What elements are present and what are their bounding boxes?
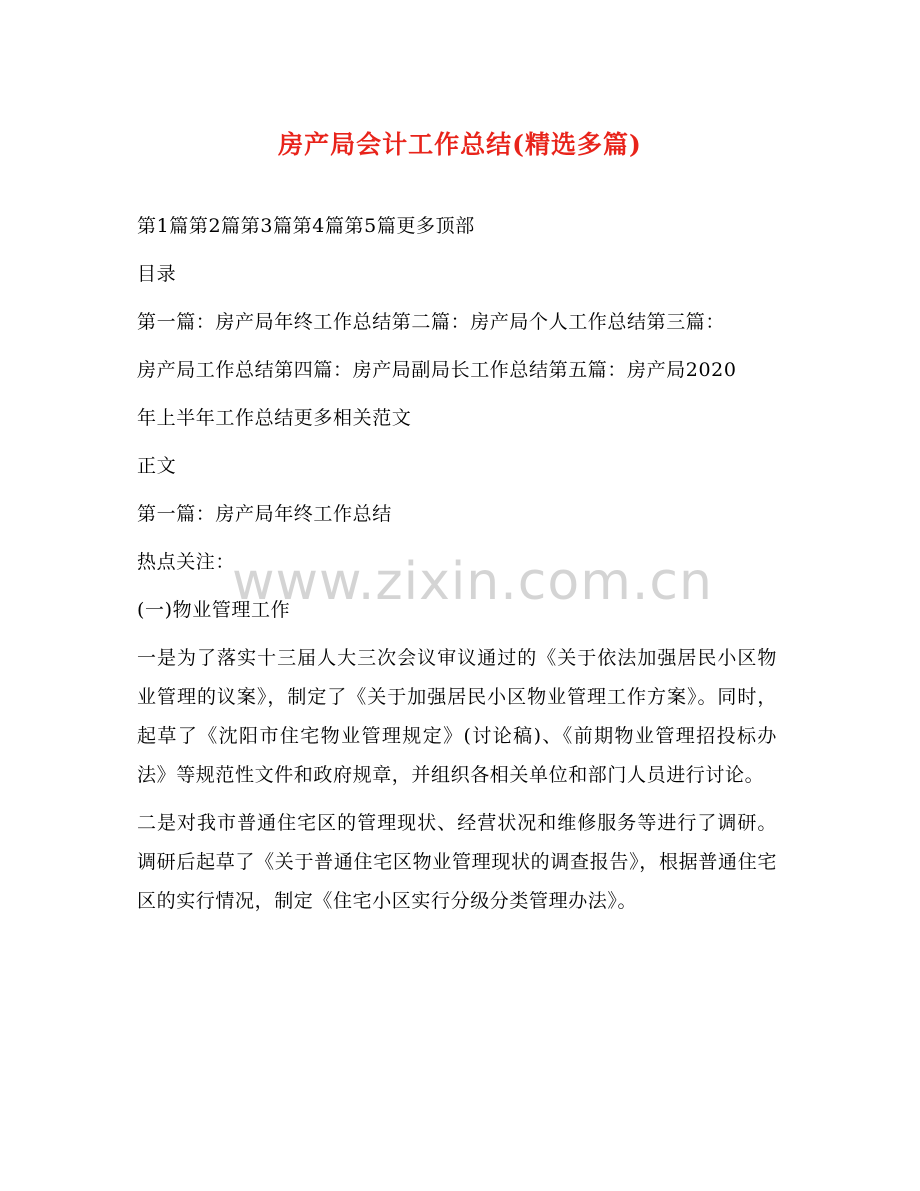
body-heading: 正文 [137, 455, 177, 477]
hot-topics-label: 热点关注： [137, 551, 236, 573]
document-body [137, 207, 777, 921]
nav-links: 第1篇第2篇第3篇第4篇第5篇更多顶部 [137, 215, 475, 237]
paragraph: 一是为了落实十三届人大三次会议审议通过的《关于依法加强居民小区物业管理的议案》，制定了《关于加强居民小区物业管理工作方案》。同时，起草了《沈阳市住宅物业管理规定》(讨论稿)、《前期物业管理招投标办法》等规范性文件和政府规章，并组织各相关单位和部门人员进行讨论。 [137, 647, 777, 786]
watermark: www.zixin.com.cn [232, 552, 713, 612]
toc-heading: 目录 [137, 263, 177, 285]
toc-line: 第一篇：房产局年终工作总结第二篇：房产局个人工作总结第三篇： [137, 311, 726, 333]
toc-line: 年上半年工作总结更多相关范文 [137, 407, 412, 429]
document-title: 房产局会计工作总结(精选多篇) [278, 130, 642, 159]
section-title: 第一篇：房产局年终工作总结 [137, 503, 392, 525]
paragraph: 二是对我市普通住宅区的管理现状、经营状况和维修服务等进行了调研。调研后起草了《关于普通住宅区物业管理现状的调查报告》，根据普通住宅区的实行情况，制定《住宅小区实行分级分类管理办法》。 [137, 812, 777, 912]
subsection-title: (一)物业管理工作 [137, 599, 291, 621]
toc-line: 房产局工作总结第四篇：房产局副局长工作总结第五篇：房产局2020 [137, 359, 737, 381]
